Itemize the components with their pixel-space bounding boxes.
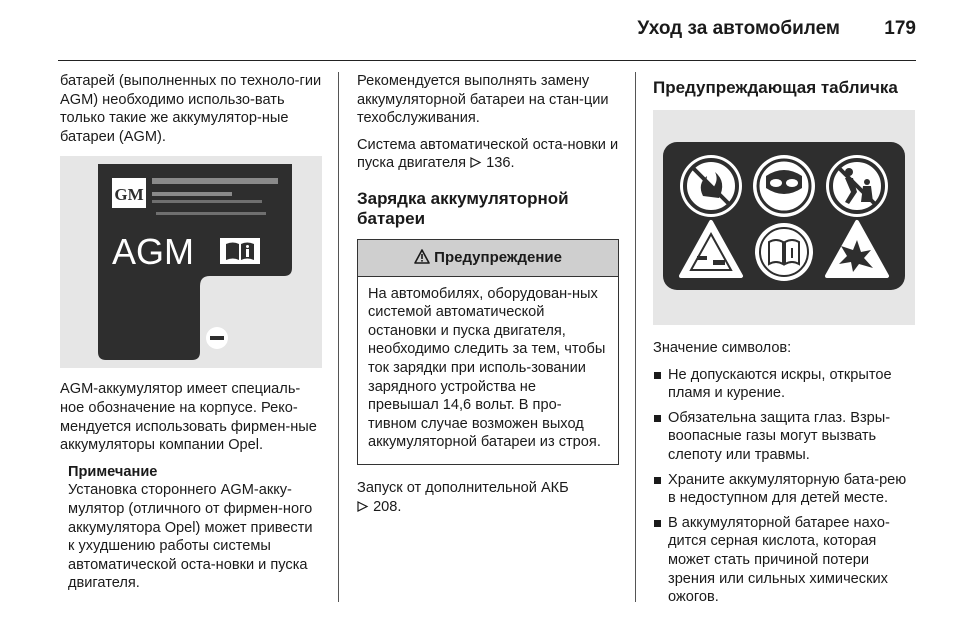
column-3 bbox=[653, 72, 918, 613]
list-item: Обязательна защита глаз. Взры-воопасные газы могут вызвать слепоту или травмы. bbox=[653, 409, 918, 465]
charging-heading: Зарядка аккумуляторной батареи bbox=[357, 188, 569, 228]
column-divider bbox=[635, 72, 636, 602]
list-item: В аккумуляторной батарее нахо-дится серная кислота, которая может стать причиной потери зрения или сильных химических ожогов. bbox=[653, 514, 918, 607]
arrow-right-icon bbox=[357, 501, 369, 512]
page-number: 179 bbox=[884, 18, 916, 39]
warning-triangle-icon bbox=[414, 249, 430, 264]
warning-text: На автомобилях, оборудован-ных системой автоматической остановки и пуска двигателя, необходимо следить за тем, чтобы ток зарядки при исполь-зовании зарядного устройства не превышал 14,6 вольт. В про-тивном случае возможен выход аккумуляторной батареи из строя. bbox=[368, 285, 606, 451]
symbols-list bbox=[653, 366, 918, 607]
column-2 bbox=[357, 72, 619, 524]
gm-logo-text: GM bbox=[114, 185, 144, 205]
note-title: Примечание bbox=[68, 463, 158, 480]
read-manual-sign-icon bbox=[755, 223, 813, 281]
agm-text: AGM bbox=[112, 231, 195, 273]
note-block bbox=[68, 463, 322, 593]
jump-start-paragraph bbox=[357, 479, 619, 516]
list-item: Не допускаются искры, открытое пламя и курение. bbox=[653, 366, 918, 403]
warning-signs-image bbox=[653, 110, 915, 325]
intro-paragraph: батарей (выполненных по техноло-гии AGM) необходимо использо-вать только такие же аккумулятор-ные батареи (AGM). bbox=[60, 73, 322, 145]
agm-body-paragraph: AGM-аккумулятор имеет специаль-ное обозначение на корпусе. Реко-мендуется использовать фирмен-ные аккумуляторы компании Opel. bbox=[60, 381, 317, 454]
page-header-title: Уход за автомобилем bbox=[637, 18, 840, 39]
column-1 bbox=[60, 72, 322, 593]
warning-label-heading: Предупреждающая табличка bbox=[653, 78, 898, 97]
start-stop-paragraph bbox=[357, 136, 619, 173]
page-reference-link[interactable]: 208. bbox=[373, 498, 402, 515]
agm-battery-label-image bbox=[60, 156, 322, 368]
page-reference-link[interactable]: 136. bbox=[486, 155, 515, 172]
no-fire-sign-icon bbox=[680, 155, 742, 217]
eye-protection-sign-icon bbox=[753, 155, 815, 217]
warning-box bbox=[357, 239, 619, 465]
agm-label-figure bbox=[60, 156, 322, 368]
note-text: Установка стороннего AGM-акку-мулятор (отличного от фирмен-ного аккумулятора Opel) может привести к ухудшению работы системы автоматической оста-новки и пуска двигателя. bbox=[68, 482, 313, 592]
replacement-paragraph: Рекомендуется выполнять замену аккумуляторной батареи на стан-ции техобслуживания. bbox=[357, 73, 609, 127]
arrow-right-icon bbox=[470, 157, 482, 168]
symbols-intro: Значение символов: bbox=[653, 340, 792, 356]
warning-title: Предупреждение bbox=[434, 248, 562, 266]
start-stop-text: Система автоматической оста-новки и пуска двигателя bbox=[357, 136, 619, 172]
column-divider bbox=[338, 72, 339, 602]
list-item: Храните аккумуляторную бата-рею в недоступном для детей месте. bbox=[653, 471, 918, 508]
keep-from-children-sign-icon bbox=[826, 155, 888, 217]
jump-start-text: Запуск от дополнительной АКБ bbox=[357, 479, 569, 496]
header-rule bbox=[58, 60, 916, 61]
warning-signs-figure bbox=[653, 110, 915, 325]
warning-header bbox=[358, 240, 618, 277]
